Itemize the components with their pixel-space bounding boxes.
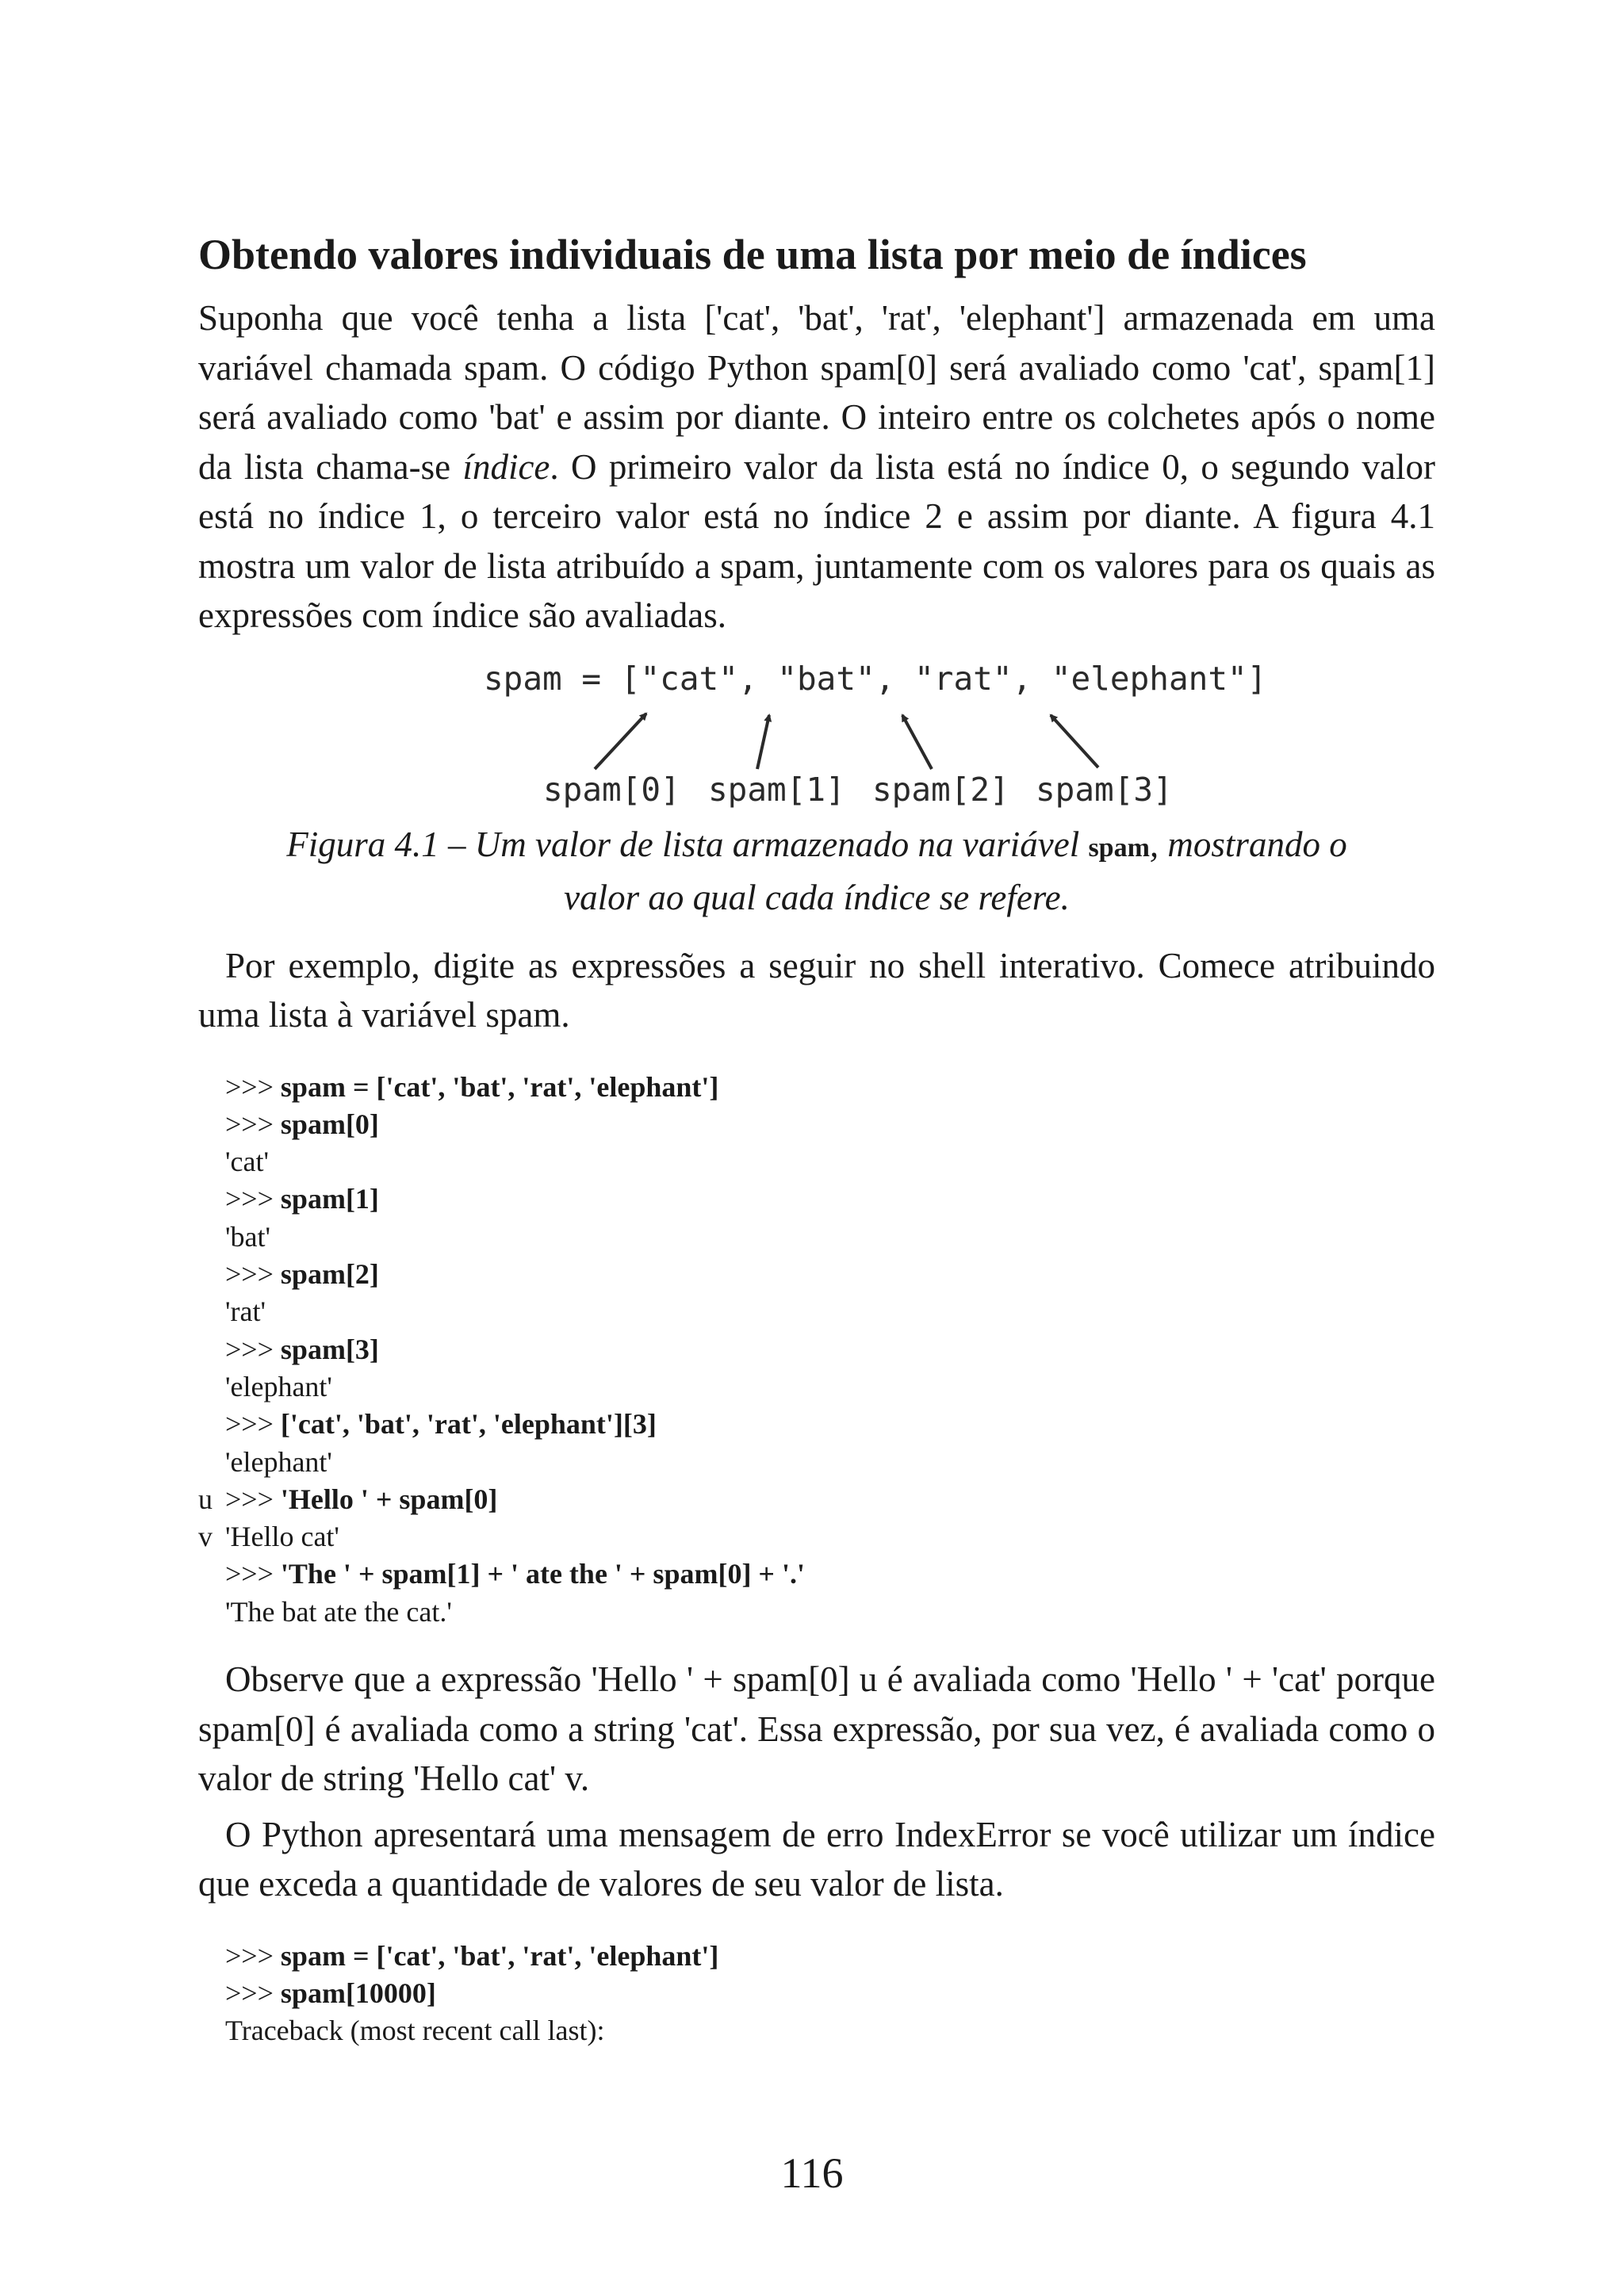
code-marker: u	[198, 1483, 213, 1515]
code-block-shell	[198, 1069, 1435, 1631]
code-marker: v	[198, 1521, 213, 1553]
code-prompt: >>>	[225, 1939, 281, 1972]
code-line	[198, 1368, 1435, 1406]
figure-4-1	[198, 650, 1435, 809]
code-output: 'The bat ate the cat.'	[225, 1595, 452, 1628]
code-line	[198, 1481, 1435, 1518]
code-output: 'rat'	[225, 1295, 266, 1328]
figure-list-assignment: spam = ["cat", "bat", "rat", "elephant"]	[484, 659, 1267, 698]
code-prompt: >>>	[225, 1183, 281, 1215]
code-output: 'Hello cat'	[225, 1521, 339, 1553]
code-command: 'Hello ' + spam[0]	[280, 1483, 498, 1515]
page-content	[198, 230, 1435, 2073]
arrow-index-0	[595, 714, 646, 769]
code-prompt: >>>	[225, 1483, 281, 1515]
label-spam-3: spam[3]	[1036, 770, 1173, 809]
code-prompt: >>>	[225, 1258, 281, 1291]
code-command: 'The ' + spam[1] + ' ate the ' + spam[0] + '.'	[280, 1558, 805, 1590]
code-line	[198, 1069, 1435, 1106]
caption-code-spam: spam	[1088, 832, 1150, 863]
code-command: spam[3]	[280, 1333, 379, 1365]
code-block-indexerror	[198, 1938, 1435, 2050]
figure-caption: Figura 4.1 – Um valor de lista armazenado na variável spam, mostrando o valor ao qual cada índice se refere.	[286, 824, 1347, 917]
code-prompt: >>>	[225, 1333, 281, 1365]
code-line	[198, 1256, 1435, 1293]
page-number: 116	[780, 2149, 844, 2197]
figure-diagram	[198, 650, 1435, 809]
code-line	[198, 1143, 1435, 1181]
paragraph-observe: Observe que a expressão 'Hello ' + spam[0] u é avaliada como 'Hello ' + 'cat' porque spam[0] é avaliada como a string 'cat'. Essa expressão, por sua vez, é avaliada como o valor de string 'Hello cat' v.	[198, 1659, 1435, 1799]
paragraph-intro: Suponha que você tenha a lista ['cat', 'bat', 'rat', 'elephant'] armazenada em uma variável chamada spam. O código Python spam[0] será avaliado como 'cat', spam[1] será avaliado como 'bat' e assim por diante. O inteiro entre os colchetes após o nome da lista chama-se índice. O primeiro valor da lista está no índice 0, o segundo valor está no índice 1, o terceiro valor está no índice 2 e assim por diante. A figura 4.1 mostra um valor de lista atribuído a spam, juntamente com os valores para os quais as expressões com índice são avaliadas.	[198, 298, 1436, 636]
code-line	[198, 1219, 1435, 1256]
paragraph-indexerror: O Python apresentará uma mensagem de erro IndexError se você utilizar um índice que exceda a quantidade de valores de seu valor de lista.	[198, 1814, 1435, 1904]
paragraph-example: Por exemplo, digite as expressões a seguir no shell interativo. Comece atribuindo uma lista à variável spam.	[198, 945, 1435, 1035]
code-line	[198, 1975, 1435, 2012]
code-line	[198, 1444, 1435, 1481]
code-command: ['cat', 'bat', 'rat', 'elephant'][3]	[280, 1408, 657, 1441]
code-line	[198, 1106, 1435, 1143]
label-spam-1: spam[1]	[708, 770, 845, 809]
arrow-index-3	[1051, 715, 1098, 767]
code-output: Traceback (most recent call last):	[225, 2015, 605, 2047]
label-spam-0: spam[0]	[543, 770, 680, 809]
code-line	[198, 1293, 1435, 1330]
code-output: 'cat'	[225, 1146, 269, 1178]
code-prompt: >>>	[225, 1976, 281, 2009]
code-prompt: >>>	[225, 1070, 281, 1103]
code-line	[198, 1518, 1435, 1556]
label-spam-2: spam[2]	[872, 770, 1009, 809]
emphasis-indice: índice	[462, 446, 550, 487]
arrow-index-2	[902, 715, 932, 769]
code-line	[198, 1594, 1435, 1631]
section-heading: Obtendo valores individuais de uma lista por meio de índices	[198, 231, 1307, 278]
code-line	[198, 1556, 1435, 1593]
code-line	[198, 2012, 1435, 2049]
code-prompt: >>>	[225, 1558, 281, 1590]
code-output: 'bat'	[225, 1220, 270, 1253]
code-command: spam[10000]	[280, 1976, 436, 2009]
arrow-index-1	[757, 715, 769, 769]
code-output: 'elephant'	[225, 1370, 332, 1402]
code-command: spam[1]	[280, 1183, 379, 1215]
code-line	[198, 1938, 1435, 1975]
code-command: spam[0]	[280, 1108, 379, 1140]
code-prompt: >>>	[225, 1108, 281, 1140]
code-line	[198, 1181, 1435, 1218]
code-line	[198, 1406, 1435, 1443]
code-command: spam = ['cat', 'bat', 'rat', 'elephant']	[280, 1070, 719, 1103]
code-prompt: >>>	[225, 1408, 281, 1441]
code-command: spam = ['cat', 'bat', 'rat', 'elephant']	[280, 1939, 719, 1972]
code-command: spam[2]	[280, 1258, 379, 1291]
code-output: 'elephant'	[225, 1445, 332, 1478]
code-line	[198, 1331, 1435, 1368]
